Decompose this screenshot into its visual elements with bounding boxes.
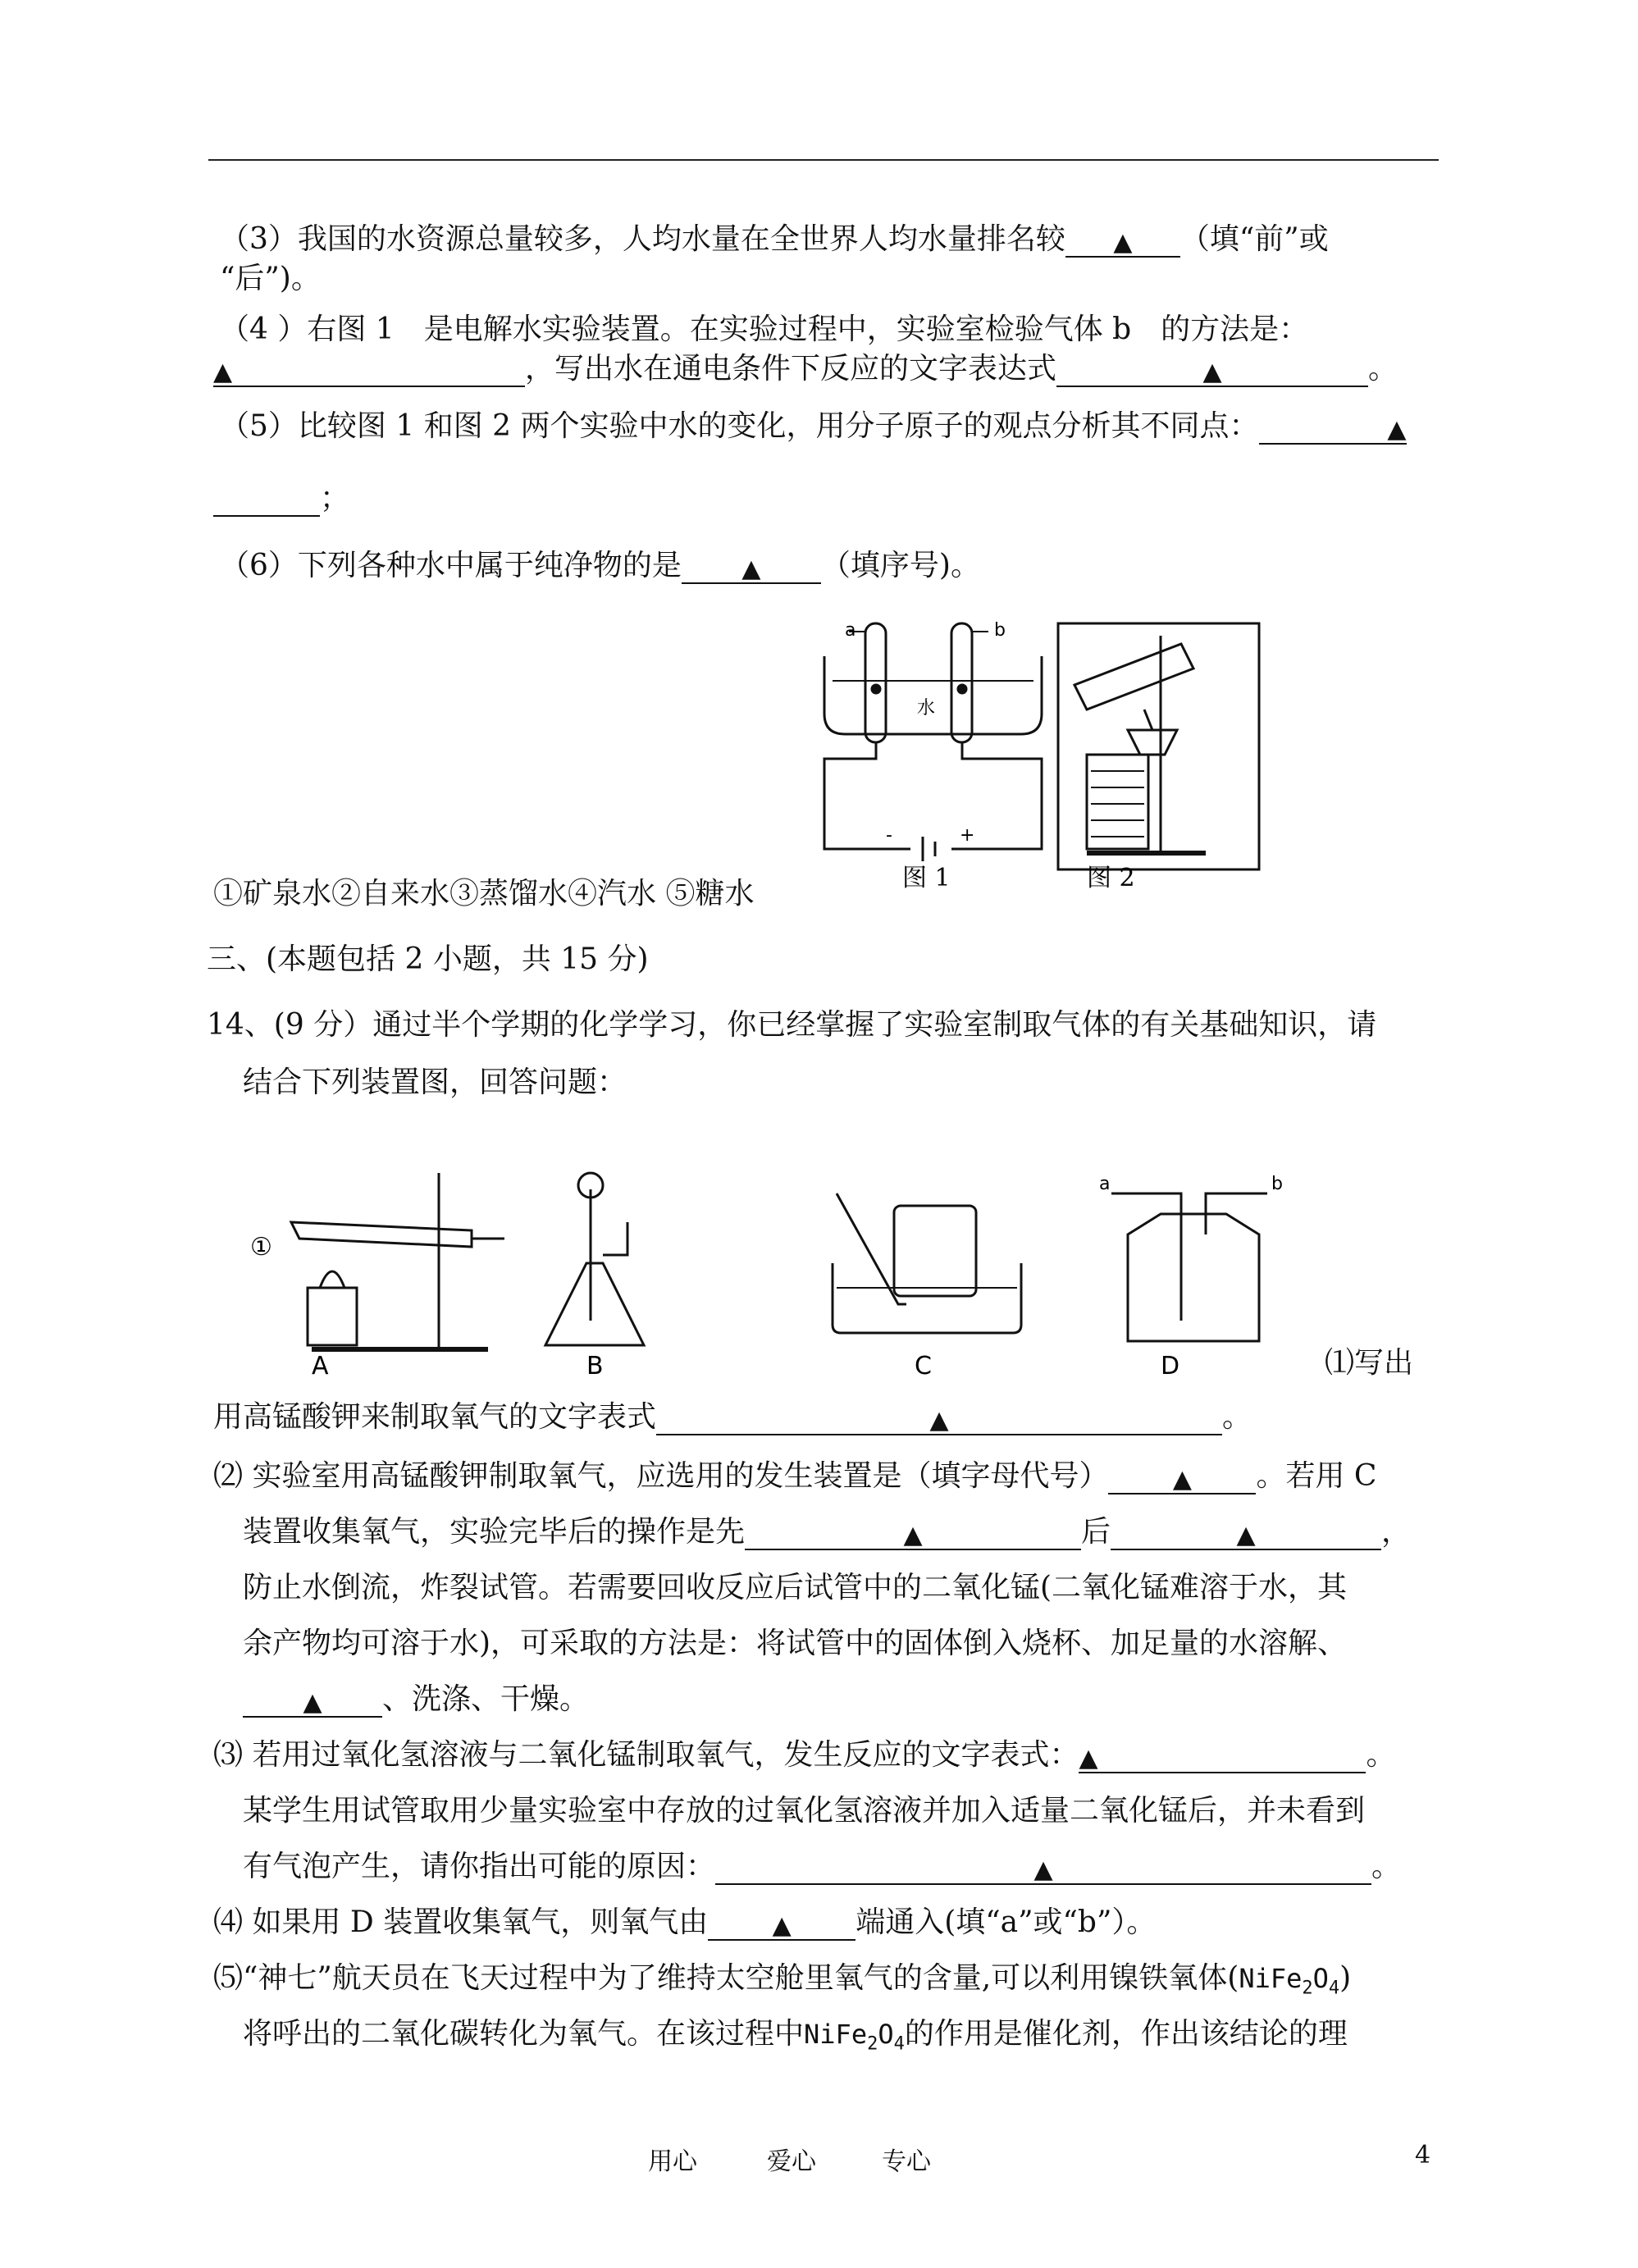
fig1-label-b: b: [994, 620, 1006, 641]
electrolysis-and-heating-figure: [812, 607, 1271, 902]
apparatus-c: [833, 1193, 1021, 1333]
p2-line2: 装置收集氧气，实验完毕后的操作是先 ▲ 后 ▲ ，: [243, 1515, 1412, 1549]
p2-line3: 防止水倒流，炸裂试管。若需要回收反应后试管中的二氧化锰(二氧化锰难溶于水，其: [243, 1571, 1348, 1604]
fig1-label-a: a: [845, 620, 856, 641]
q5-line2: ；: [213, 481, 349, 517]
figure1-electrolysis: [824, 623, 1042, 861]
fig1-plus: +: [960, 825, 975, 846]
apparatus-label-c: C: [915, 1352, 932, 1378]
q5-blank-cont[interactable]: [213, 482, 320, 517]
q4-blank1[interactable]: ▲: [213, 353, 525, 387]
q5-blank[interactable]: ▲: [1259, 410, 1407, 445]
apparatus-figure: [242, 1157, 1308, 1378]
p4-line: ⑷ 如果用 D 装置收集氧气，则氧气由 ▲ 端通入(填“a”或“b”）。: [213, 1905, 1157, 1940]
fig2-caption: 图 2: [1087, 864, 1135, 892]
p5-formula: $NiFe_2O_4$: [1239, 1963, 1340, 1999]
p2-blank-first[interactable]: ▲: [745, 1516, 1081, 1550]
q4-line2: ▲ ，写出水在通电条件下反应的文字表达式 ▲ 。: [213, 352, 1398, 386]
q6-blank[interactable]: ▲: [682, 550, 821, 584]
apparatus-label-d: D: [1161, 1352, 1180, 1378]
p2-blank-method[interactable]: ▲: [243, 1683, 382, 1718]
q6-options: ①矿泉水②自来水③蒸馏水④汽水 ⑤糖水: [213, 877, 755, 910]
apparatus-d: [1111, 1193, 1267, 1341]
p3-line2: 某学生用试管取用少量实验室中存放的过氧化氢溶液并加入适量二氧化锰后，并未看到: [243, 1794, 1366, 1828]
apparatus-marker: ①: [250, 1233, 272, 1262]
p1-tail: ⑴写出: [1325, 1346, 1414, 1380]
apparatus-label-b: B: [586, 1352, 604, 1378]
p3-line3: 有气泡产生，请你指出可能的原因： ▲ 。: [243, 1850, 1402, 1884]
p2-line1: ⑵ 实验室用高锰酸钾制取氧气，应选用的发生装置是（填字母代号） ▲ 。若用 C: [213, 1459, 1377, 1494]
q3-line1: （3）我国的水资源总量较多，人均水量在全世界人均水量排名较 ▲ （填“前”或: [220, 222, 1329, 257]
apparatus-b: [545, 1173, 644, 1345]
apparatus-a: [291, 1173, 504, 1349]
p2-blank-device[interactable]: ▲: [1108, 1460, 1256, 1495]
p4-blank[interactable]: ▲: [708, 1906, 856, 1941]
fig1-water-label: 水: [917, 698, 936, 719]
q14-line2: 结合下列装置图，回答问题：: [243, 1066, 627, 1099]
p2-line4: 余产物均可溶于水)，可采取的方法是：将试管中的固体倒入烧杯、加足量的水溶解、: [243, 1627, 1348, 1660]
q14-line1: 14、(9 分）通过半个学期的化学学习，你已经掌握了实验室制取气体的有关基础知识，请: [207, 1008, 1377, 1042]
fig1-caption: 图 1: [902, 864, 951, 892]
p3-blank-reason[interactable]: ▲: [715, 1850, 1371, 1885]
fig1-minus: -: [886, 825, 892, 846]
p3-line1: ⑶ 若用过氧化氢溶液与二氧化锰制取氧气，发生反应的文字表式：▲ 。: [213, 1738, 1396, 1773]
p3-blank-equation[interactable]: ▲: [1079, 1739, 1366, 1773]
apparatus-label-a: A: [312, 1352, 329, 1378]
q3-line2: “后”)。: [220, 262, 321, 295]
footer-item-3: 专心: [882, 2147, 931, 2176]
p1-line2: 用高锰酸钾来制取氧气的文字表式 ▲ 。: [213, 1400, 1252, 1435]
q4-blank2[interactable]: ▲: [1056, 353, 1368, 387]
q4-line1: （4 ）右图 1 是电解水实验装置。在实验过程中，实验室检验气体 b 的方法是：: [220, 313, 1309, 346]
header-rule: [208, 159, 1439, 161]
q3-blank[interactable]: ▲: [1065, 223, 1180, 258]
p1-blank[interactable]: ▲: [656, 1401, 1222, 1435]
p5-line1: ⑸“神七”航天员在飞天过程中为了维持太空舱里氧气的含量,可以利用镍铁氧体$(NiFe_2O_4)$: [213, 1961, 1352, 1999]
p2-blank-then[interactable]: ▲: [1111, 1516, 1381, 1550]
footer-item-2: 爱心: [767, 2147, 816, 2176]
q6-line1: （6）下列各种水中属于纯净物的是 ▲ （填序号)。: [220, 549, 980, 583]
apparatus-d-label-b: b: [1271, 1174, 1283, 1194]
section3-heading: 三、(本题包括 2 小题，共 15 分): [207, 942, 649, 976]
q5-line1: （5）比较图 1 和图 2 两个实验中水的变化，用分子原子的观点分析其不同点： ▲: [220, 409, 1407, 444]
apparatus-d-label-a: a: [1099, 1174, 1111, 1194]
p2-line5: ▲ 、洗涤、干燥。: [243, 1682, 589, 1718]
p5-line2: 将呼出的二氧化碳转化为氧气。在该过程中$NiFe_2O_4$的作用是催化剂，作出该结论的理: [243, 2017, 1348, 2055]
page-number: 4: [1415, 2141, 1431, 2170]
p5-formula-2: $NiFe_2O_4$: [804, 2019, 905, 2055]
footer-item-1: 用心: [648, 2147, 697, 2176]
figure2-heating: [1058, 623, 1259, 869]
